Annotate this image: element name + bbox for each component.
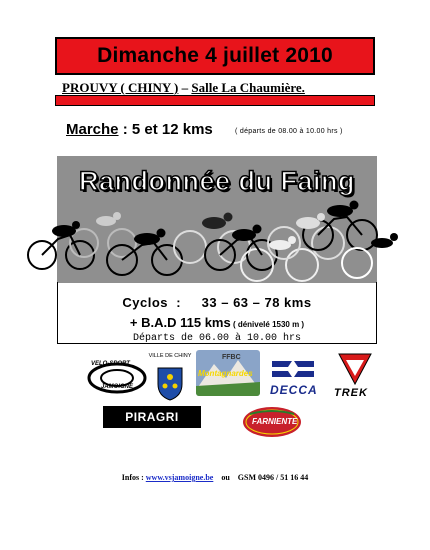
location-town: PROUVY ( CHINY ) — [62, 80, 179, 95]
cyclist-rider — [327, 205, 353, 217]
bike-wheel — [241, 249, 273, 281]
website-link[interactable]: www.vsjamoigne.be — [145, 473, 214, 482]
cyclist-rider — [350, 201, 359, 210]
farniente-logo — [242, 406, 302, 438]
velosport-text: VELO-SPORT — [91, 361, 130, 367]
event-location — [62, 80, 377, 96]
trek-logo — [330, 352, 380, 400]
cyclos-distances: Cyclos : 33 – 63 – 78 kms — [122, 295, 312, 310]
event-title: Randonnée du Faing — [79, 166, 355, 196]
cyclist-rider — [288, 236, 296, 244]
piragri-text: PIRAGRI — [125, 410, 179, 424]
event-date: Dimanche 4 juillet 2010 — [97, 44, 333, 67]
montagnardes-logo — [196, 350, 260, 396]
cyclist-rider — [269, 240, 291, 250]
cyclist-rider — [371, 238, 393, 248]
marche-label: Marche — [66, 121, 119, 138]
location-venue: Salle La Chaumière. — [191, 80, 305, 95]
cyclist-rider — [390, 233, 398, 241]
ville-de-chiny-logo — [145, 353, 195, 403]
cyclist-rider — [220, 237, 262, 255]
gsm-number: GSM 0496 / 51 16 44 — [237, 473, 309, 482]
bike-wheel — [174, 231, 206, 263]
cyclist-rider — [52, 225, 76, 237]
bike-wheel — [312, 227, 344, 259]
bad-elevation: ( dénivelé 1530 m ) — [230, 320, 305, 329]
trek-text: TREK — [334, 387, 368, 399]
velosport-jamoigne-logo — [87, 356, 147, 396]
cyclist-rider — [113, 212, 121, 220]
date-banner — [55, 37, 375, 75]
cyclist-rider — [157, 229, 166, 238]
jamoigne-text: JAMOIGNE — [101, 384, 134, 390]
location-separator: – — [178, 80, 192, 95]
cyclist-rider — [72, 221, 80, 229]
cyclist-rider — [253, 225, 262, 234]
cyclist-rider — [96, 216, 116, 226]
cyclist-rider — [202, 217, 226, 229]
decca-text: DECCA — [270, 383, 318, 397]
footer-info — [0, 473, 430, 482]
cyclist-rider — [296, 217, 320, 229]
ffbc-text: FFBC — [222, 354, 241, 361]
chiny-text: VILLE DE CHINY — [148, 353, 192, 359]
cyclist-rider — [317, 213, 325, 221]
marche-distances: : 5 et 12 kms — [118, 121, 213, 138]
bike-wheel — [286, 249, 318, 281]
bad-distance — [60, 315, 374, 330]
cyclists-illustration — [22, 195, 417, 285]
montagnardes-text: Montagnardes — [198, 369, 253, 378]
decca-logo — [268, 355, 318, 399]
or-text: ou — [221, 473, 230, 482]
bike-wheel — [383, 248, 413, 278]
cyclist-rider — [224, 213, 233, 222]
cyclos-departures: Départs de 06.00 à 10.00 hrs — [132, 333, 302, 344]
infos-label: Infos : — [121, 473, 146, 482]
marche-line — [66, 121, 213, 138]
bad-label: + B.A.D 115 kms — [129, 315, 231, 330]
piragri-logo — [103, 406, 201, 428]
bike-wheel — [342, 248, 372, 278]
marche-departure-note: ( départs de 08.00 à 10.00 hrs ) — [235, 128, 343, 135]
farniente-text: FARNIENTE — [252, 417, 298, 426]
red-divider-bar — [55, 95, 375, 106]
